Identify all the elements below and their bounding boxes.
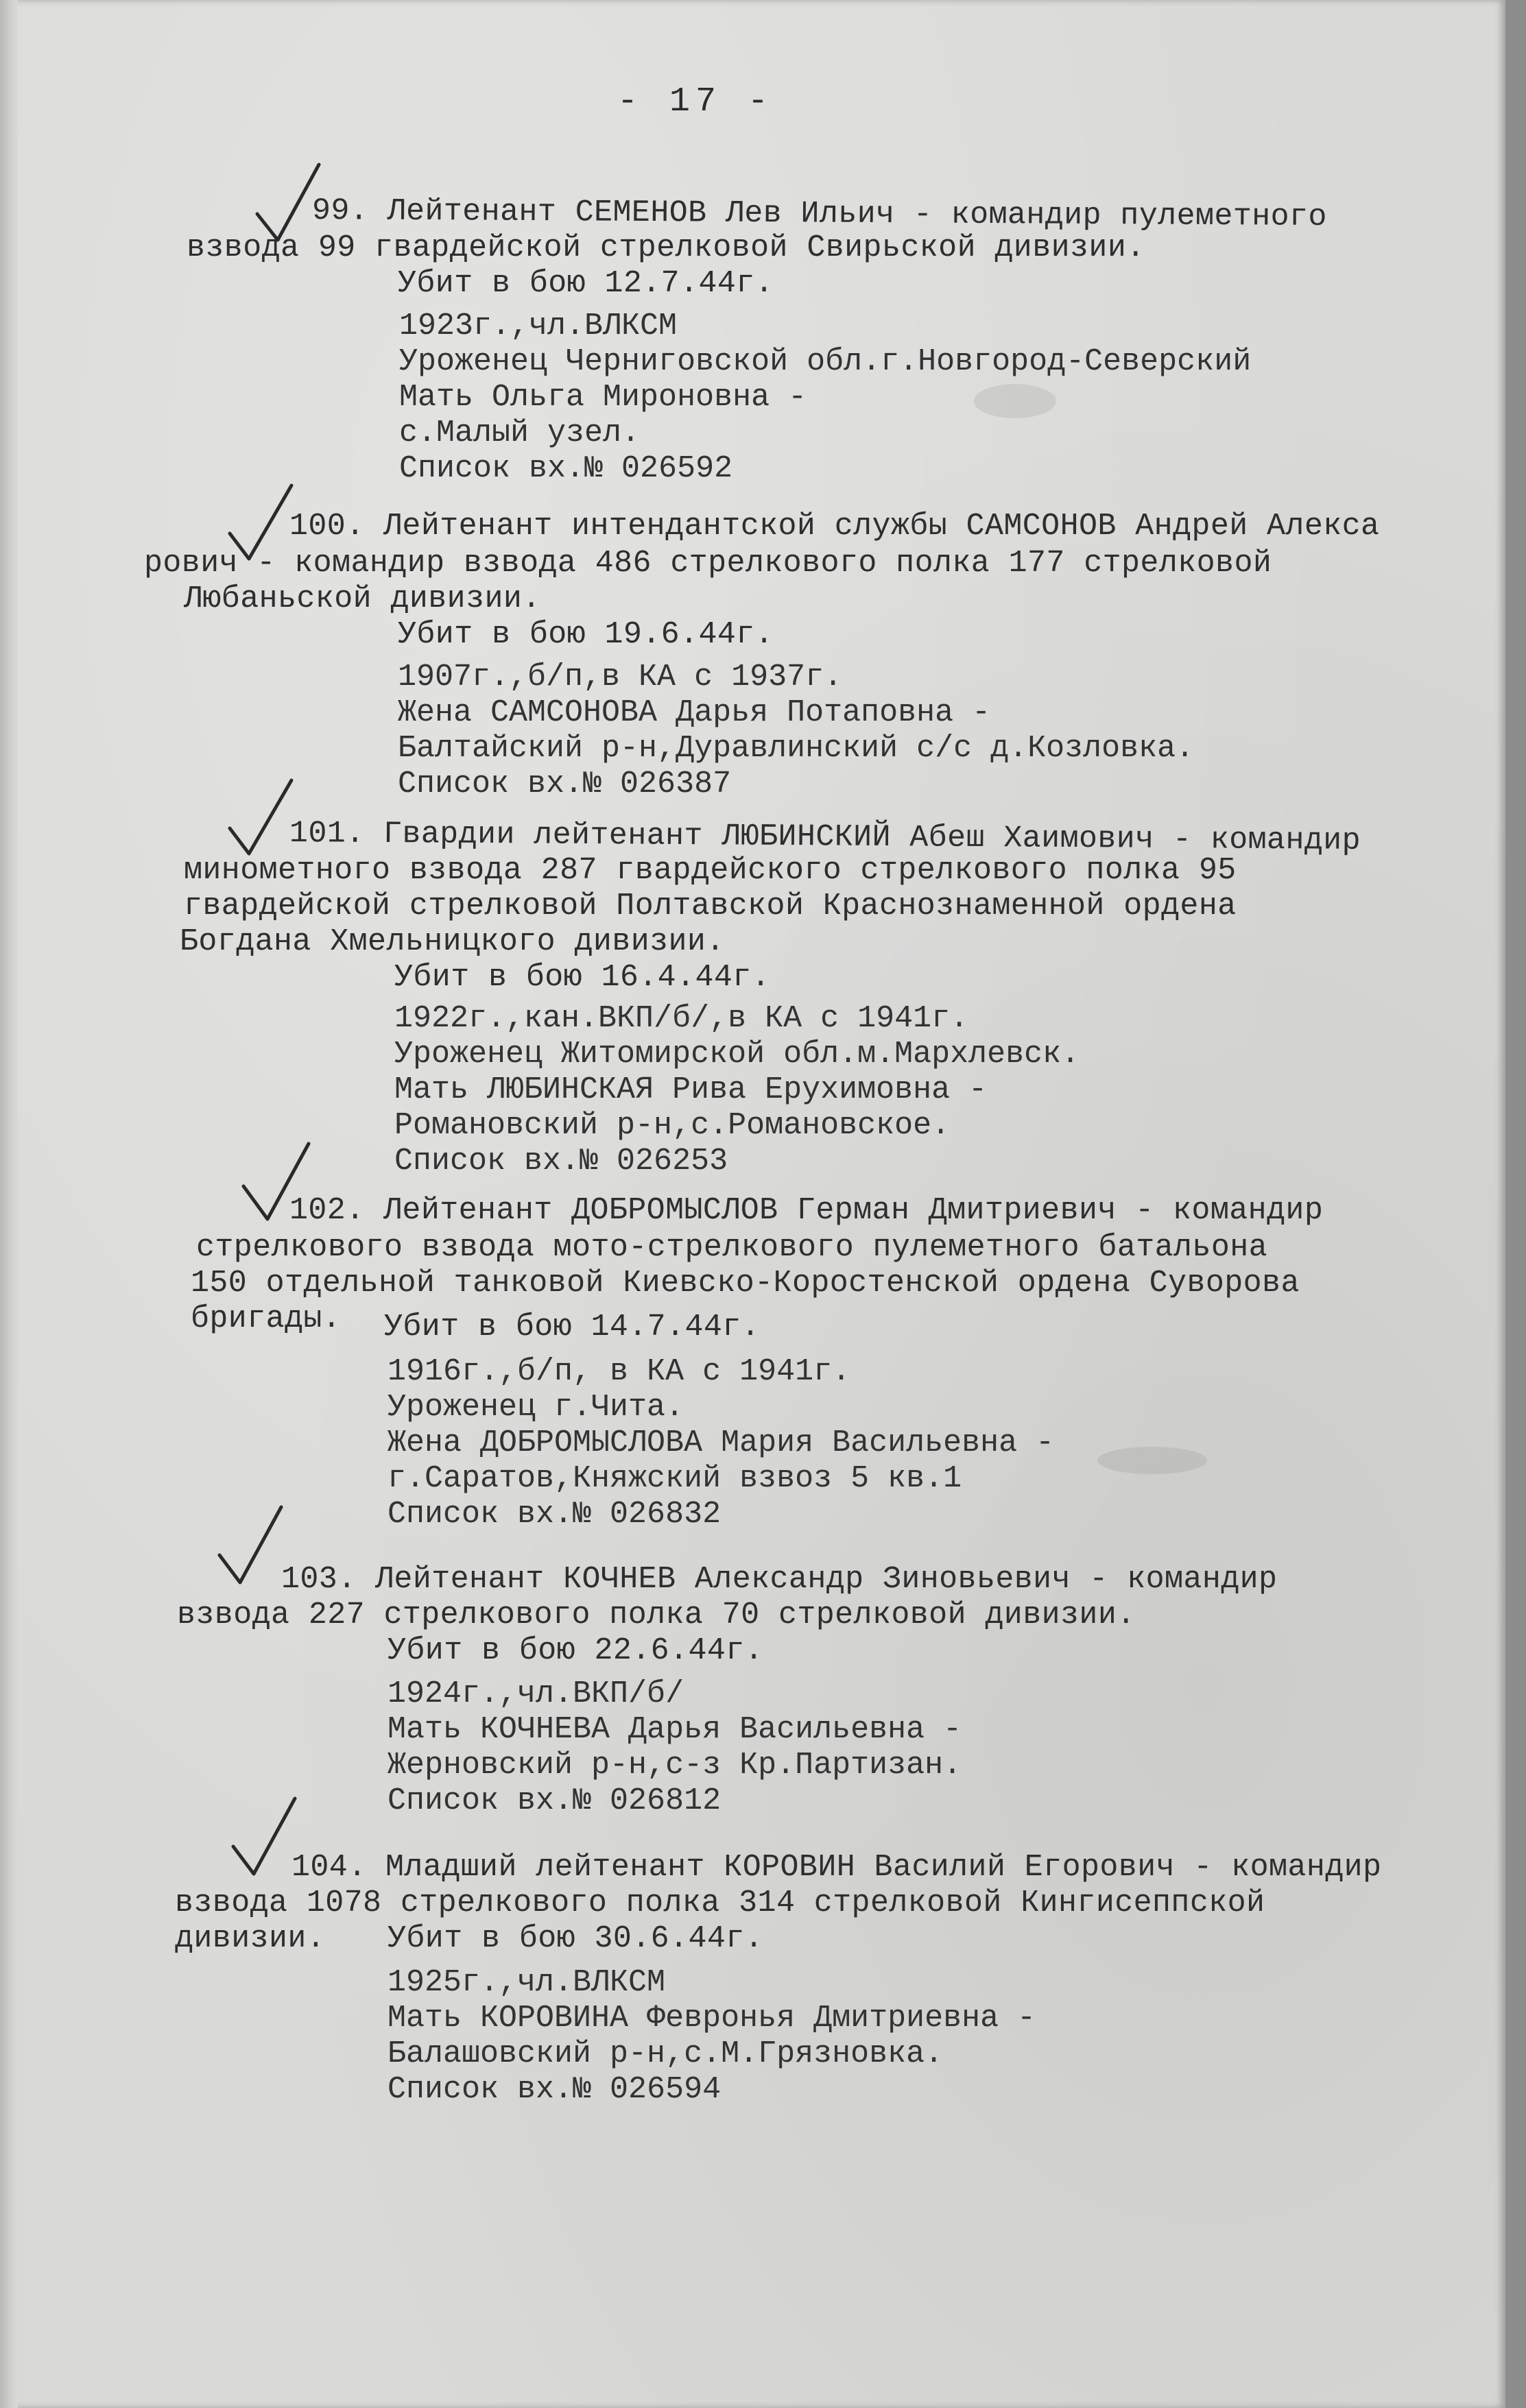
- detail-line: Мать ЛЮБИНСКАЯ Рива Ерухимовна -: [394, 1072, 988, 1107]
- detail-line: Список вх.№ 026253: [394, 1144, 728, 1179]
- entry-line: 103. Лейтенант КОЧНЕВ Александр Зиновьевич - командир: [281, 1562, 1278, 1597]
- killed-date: Убит в бою 12.7.44г.: [398, 266, 774, 301]
- detail-line: Романовский р-н,с.Романовское.: [394, 1108, 951, 1143]
- detail-line: Список вх.№ 026592: [399, 451, 733, 486]
- detail-line: Жерновский р-н,с-з Кр.Партизан.: [388, 1748, 962, 1783]
- detail-line: 1922г.,кан.ВКП/б/,в КА с 1941г.: [394, 1001, 969, 1036]
- detail-line: 1907г.,б/п,в КА с 1937г.: [398, 660, 843, 695]
- entry-line: бригады.: [191, 1301, 342, 1336]
- detail-line: Жена ДОБРОМЫСЛОВА Мария Васильевна -: [388, 1425, 1055, 1460]
- detail-line: Уроженец Житомирской обл.м.Мархлевск.: [394, 1037, 1080, 1072]
- entry-details: [394, 1001, 1080, 1179]
- detail-line: Уроженец г.Чита.: [388, 1390, 684, 1425]
- killed-date: Убит в бою 19.6.44г.: [398, 617, 774, 652]
- entry-line: 100. Лейтенант интендантской службы САМСОНОВ Андрей Алекса: [289, 509, 1380, 544]
- detail-line: Мать Ольга Мироновна -: [399, 380, 807, 415]
- page-number: - 17 -: [617, 82, 774, 121]
- detail-line: с.Малый узел.: [399, 416, 641, 450]
- entry-line: стрелкового взвода мото-стрелкового пулеметного батальона: [196, 1230, 1268, 1265]
- detail-line: 1924г.,чл.ВКП/б/: [388, 1676, 684, 1711]
- detail-line: Мать КОЧНЕВА Дарья Васильевна -: [388, 1712, 962, 1747]
- killed-date: Убит в бою 30.6.44г.: [388, 1921, 764, 1956]
- entry-details: [399, 309, 1251, 487]
- detail-line: Список вх.№ 026812: [388, 1783, 722, 1818]
- entry-line: взвода 99 гвардейской стрелковой Свирьской дивизии.: [187, 230, 1145, 265]
- binding-edge: [0, 0, 18, 2408]
- entry-details: [388, 1676, 962, 1819]
- detail-line: Жена САМСОНОВА Дарья Потаповна -: [398, 695, 991, 730]
- killed-date: Убит в бою 16.4.44г.: [394, 960, 771, 995]
- detail-line: Список вх.№ 026387: [398, 767, 732, 802]
- entry-details: [388, 1965, 1036, 2108]
- entry-line: 150 отдельной танковой Киевско-Коростенской ордена Суворова: [191, 1266, 1300, 1301]
- entry-line: 101. Гвардии лейтенант ЛЮБИНСКИЙ Абеш Хаимович - командир: [289, 816, 1361, 858]
- detail-line: Балашовский р-н,с.М.Грязновка.: [388, 2036, 944, 2071]
- detail-line: Мать КОРОВИНА Февронья Дмитриевна -: [388, 2001, 1036, 2036]
- entry-details: [398, 660, 1194, 802]
- entry-line: 102. Лейтенант ДОБРОМЫСЛОВ Герман Дмитриевич - командир: [289, 1193, 1324, 1228]
- detail-line: г.Саратов,Княжский взвоз 5 кв.1: [388, 1461, 962, 1496]
- entry-line: взвода 1078 стрелкового полка 314 стрелковой Кингисеппской: [175, 1886, 1265, 1921]
- entry-line: гвардейской стрелковой Полтавской Краснознаменной ордена: [184, 889, 1237, 924]
- detail-line: 1923г.,чл.ВЛКСМ: [399, 309, 678, 344]
- detail-line: Список вх.№ 026832: [388, 1497, 722, 1532]
- paper-stain: [1097, 1447, 1207, 1474]
- detail-line: 1916г.,б/п, в КА с 1941г.: [388, 1354, 851, 1389]
- detail-line: Список вх.№ 026594: [388, 2072, 722, 2107]
- killed-date: Убит в бою 14.7.44г.: [384, 1310, 761, 1345]
- entry-line: дивизии.: [175, 1921, 326, 1956]
- checkmark-icon: [216, 1502, 291, 1591]
- detail-line: Балтайский р-н,Дуравлинский с/с д.Козловка.: [398, 731, 1195, 766]
- detail-line: 1925г.,чл.ВЛКСМ: [388, 1965, 666, 2000]
- killed-date: Убит в бою 22.6.44г.: [388, 1633, 764, 1668]
- entry-line: 99. Лейтенант СЕМЕНОВ Лев Ильич - командир пулеметного: [311, 193, 1327, 235]
- entry-line: взвода 227 стрелкового полка 70 стрелковой дивизии.: [177, 1598, 1136, 1633]
- entry-line: Богдана Хмельницкого дивизии.: [180, 924, 725, 959]
- entry-line: Любаньской дивизии.: [184, 581, 541, 616]
- entry-line: рович - командир взвода 486 стрелкового полка 177 стрелковой: [144, 546, 1272, 581]
- entry-line: 104. Младший лейтенант КОРОВИН Василий Егорович - командир: [291, 1850, 1382, 1885]
- detail-line: Уроженец Черниговской обл.г.Новгород-Северский: [399, 344, 1252, 379]
- entry-line: минометного взвода 287 гвардейского стрелкового полка 95: [184, 853, 1237, 888]
- entry-details: [388, 1354, 1054, 1532]
